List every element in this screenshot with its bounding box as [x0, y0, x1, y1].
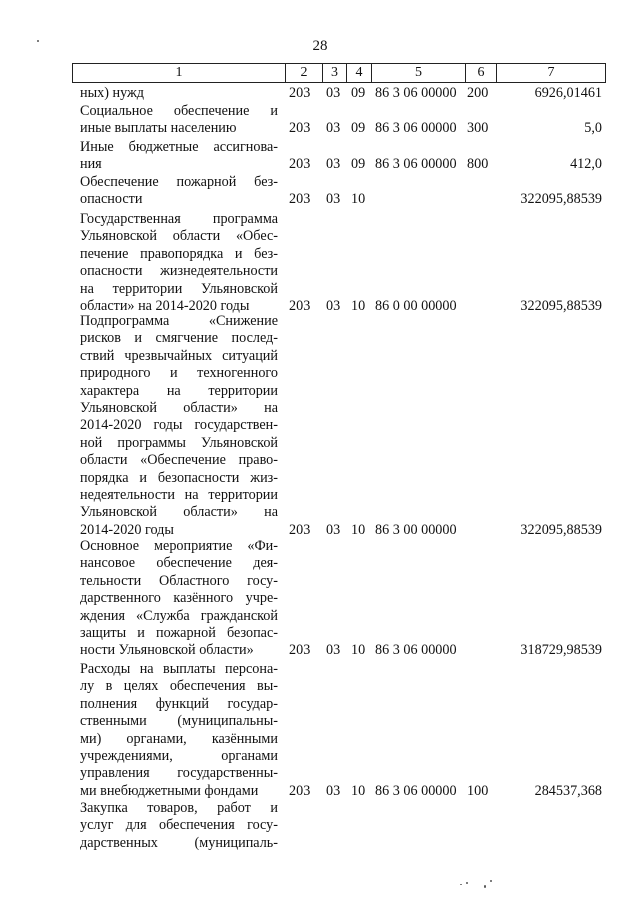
row-cell-c7: 284537,368 — [534, 782, 602, 799]
description-line: недеятельности на территории — [80, 486, 278, 503]
description-line: рисков и смягчение послед- — [80, 330, 278, 347]
description-line: ми внебюджетными фондами — [80, 782, 259, 799]
row-cell-c7: 318729,98539 — [520, 642, 602, 659]
header-col-5: 5 — [371, 63, 465, 83]
header-col-1: 1 — [72, 63, 285, 83]
scan-speck — [37, 40, 39, 42]
row-cell-c2: 203 — [289, 298, 311, 314]
description-line: опасности жизнедеятельности — [80, 263, 278, 280]
row-description — [80, 85, 278, 102]
row-description — [80, 800, 278, 852]
description-line: опасности — [80, 191, 143, 208]
row-description — [80, 139, 278, 174]
row-cell-c7: 5,0 — [584, 120, 602, 137]
row-cell-c7: 412,0 — [570, 156, 602, 173]
row-cell-c5: 86 3 06 00000 — [375, 85, 457, 101]
row-description — [80, 103, 278, 138]
row-cell-c3: 03 — [326, 156, 341, 173]
row-cell-c6: 100 — [467, 782, 489, 799]
row-cell-c6: 800 — [467, 156, 489, 173]
row-cell-c4: 10 — [351, 521, 366, 538]
row-cell-c7: 322095,88539 — [520, 521, 602, 538]
row-description — [80, 538, 278, 660]
description-line: ми) органами, казёнными — [80, 730, 278, 747]
description-line: 2014-2020 годы — [80, 521, 174, 538]
row-cell-c5: 86 3 06 00000 — [375, 782, 457, 799]
row-cell-c2: 203 — [289, 521, 311, 538]
row-cell-c5: 86 0 00 00000 — [375, 298, 457, 314]
description-line: иные выплаты населению — [80, 120, 237, 137]
row-cell-c7: 6926,01461 — [534, 85, 602, 101]
row-cell-c4: 09 — [351, 120, 366, 137]
table-header — [72, 63, 606, 83]
row-description — [80, 313, 278, 539]
description-line: ния — [80, 156, 102, 173]
scan-speck — [484, 885, 486, 888]
row-cell-c7: 322095,88539 — [520, 191, 602, 208]
row-cell-c6: 200 — [467, 85, 489, 101]
description-line: ности Ульяновской области» — [80, 642, 254, 659]
row-description — [80, 174, 278, 209]
header-col-3: 3 — [322, 63, 346, 83]
description-line: Социальное обеспечение и — [80, 103, 278, 119]
row-cell-c3: 03 — [326, 782, 341, 799]
description-line: управления государственны- — [80, 765, 278, 782]
scan-speck — [490, 880, 492, 882]
row-cell-c7: 322095,88539 — [520, 298, 602, 314]
row-cell-c3: 03 — [326, 298, 341, 314]
description-line: области «Обеспечение право- — [80, 452, 278, 469]
row-description — [80, 211, 278, 315]
description-line: Ульяновской области» на — [80, 399, 278, 416]
row-cell-c5: 86 3 06 00000 — [375, 156, 457, 173]
description-line: услуг для обеспечения госу- — [80, 817, 278, 834]
row-cell-c4: 10 — [351, 298, 366, 314]
row-cell-c3: 03 — [326, 521, 341, 538]
description-line: 2014-2020 годы государствен- — [80, 417, 278, 434]
row-cell-c4: 10 — [351, 642, 366, 659]
description-line: защиты и пожарной безопас- — [80, 624, 278, 641]
description-line: учреждениями, органами — [80, 747, 278, 764]
description-line: Обеспечение пожарной без- — [80, 174, 278, 190]
description-line: Ульяновской области» на — [80, 504, 278, 521]
description-line: Основное мероприятие «Фи- — [80, 538, 278, 554]
row-cell-c2: 203 — [289, 642, 311, 659]
description-line: печение правопорядка и без- — [80, 245, 278, 262]
row-cell-c3: 03 — [326, 191, 341, 208]
description-line: ных) нужд — [80, 85, 145, 101]
description-line: природного и техногенного — [80, 365, 278, 382]
description-line: полнения функций государ- — [80, 695, 278, 712]
description-line: нансовое обеспечение дея- — [80, 555, 278, 572]
description-line: ной программы Ульяновской — [80, 434, 278, 451]
header-col-6: 6 — [465, 63, 496, 83]
row-cell-c2: 203 — [289, 156, 311, 173]
description-line: Закупка товаров, работ и — [80, 800, 278, 816]
row-cell-c4: 10 — [351, 782, 366, 799]
row-description — [80, 661, 278, 800]
row-cell-c5: 86 3 06 00000 — [375, 642, 457, 659]
description-line: Иные бюджетные ассигнова- — [80, 139, 278, 155]
description-line: Подпрограмма «Снижение — [80, 313, 278, 329]
description-line: на территории Ульяновской — [80, 280, 278, 297]
row-cell-c4: 09 — [351, 85, 366, 101]
description-line: ственными (муниципальны- — [80, 713, 278, 730]
description-line: дарственных (муниципаль- — [80, 834, 278, 851]
row-cell-c6: 300 — [467, 120, 489, 137]
row-cell-c4: 10 — [351, 191, 366, 208]
row-cell-c2: 203 — [289, 120, 311, 137]
row-cell-c3: 03 — [326, 85, 341, 101]
description-line: дарственного казённого учре- — [80, 590, 278, 607]
row-cell-c4: 09 — [351, 156, 366, 173]
scan-speck — [460, 884, 462, 885]
description-line: ждения «Служба гражданской — [80, 607, 278, 624]
row-cell-c5: 86 3 00 00000 — [375, 521, 457, 538]
description-line: характера на территории — [80, 382, 278, 399]
description-line: тельности Областного госу- — [80, 572, 278, 589]
row-cell-c2: 203 — [289, 85, 311, 101]
description-line: Государственная программа — [80, 211, 278, 227]
description-line: области» на 2014-2020 годы — [80, 297, 250, 314]
header-col-4: 4 — [346, 63, 371, 83]
row-cell-c2: 203 — [289, 191, 311, 208]
header-col-2: 2 — [285, 63, 322, 83]
description-line: Расходы на выплаты персона- — [80, 661, 278, 677]
row-cell-c3: 03 — [326, 120, 341, 137]
description-line: лу в целях обеспечения вы- — [80, 678, 278, 695]
scan-speck — [466, 882, 468, 884]
description-line: порядка и безопасности жиз- — [80, 469, 278, 486]
row-cell-c3: 03 — [326, 642, 341, 659]
row-cell-c2: 203 — [289, 782, 311, 799]
description-line: ствий чрезвычайных ситуаций — [80, 347, 278, 364]
description-line: Ульяновской области «Обес- — [80, 228, 278, 245]
row-cell-c5: 86 3 06 00000 — [375, 120, 457, 137]
page-number: 28 — [312, 38, 328, 54]
header-col-7: 7 — [496, 63, 606, 83]
